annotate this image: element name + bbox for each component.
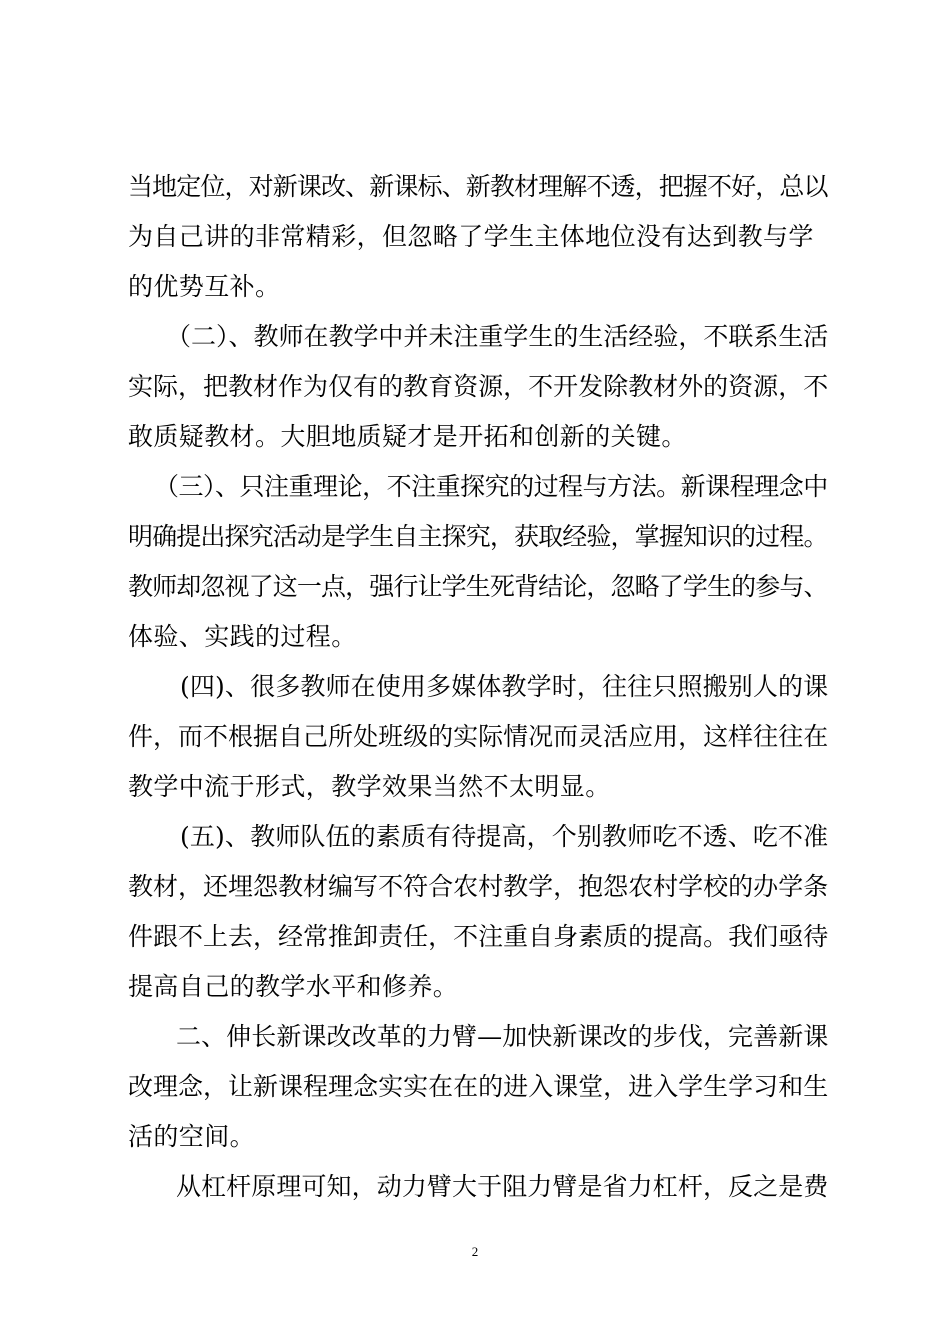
text-line: 的优势互补。 <box>128 272 281 301</box>
text-line: 实际，把教材作为仅有的教育资源，不开发除教材外的资源，不 <box>128 372 829 401</box>
text-line: 活的空间。 <box>128 1122 256 1151</box>
text-line: 为自己讲的非常精彩，但忽略了学生主体地位没有达到教与学 <box>128 222 814 251</box>
text-line: 体验、实践的过程。 <box>128 622 357 651</box>
text-line: 当地定位，对新课改、新课标、新教材理解不透，把握不好，总以 <box>128 172 828 201</box>
page-number: 2 <box>471 1244 479 1259</box>
text-line: 件，而不根据自己所处班级的实际情况而灵活应用，这样往往在 <box>128 722 829 751</box>
text-line: 敢质疑教材。大胆地质疑才是开拓和创新的关键。 <box>128 422 687 451</box>
text-line: 明确提出探究活动是学生自主探究，获取经验，掌握知识的过程。 <box>128 522 828 551</box>
text-line: (五)、教师队伍的素质有待提高，个别教师吃不透、吃不准 <box>180 822 829 851</box>
document-body <box>128 162 828 1212</box>
text-line: （二）、教师在教学中并未注重学生的生活经验，不联系生活 <box>166 322 829 351</box>
text-line: 教学中流于形式，教学效果当然不太明显。 <box>128 772 611 801</box>
text-line: (四)、很多教师在使用多媒体教学时，往往只照搬别人的课 <box>180 672 829 701</box>
text-line: 二、伸长新课改改革的力臂—加快新课改的步伐，完善新课 <box>176 1022 829 1051</box>
text-line: 教材，还埋怨教材编写不符合农村教学，抱怨农村学校的办学条 <box>128 872 829 901</box>
text-line: 教师却忽视了这一点，强行让学生死背结论，忽略了学生的参与、 <box>128 572 828 601</box>
text-line: 从杠杆原理可知，动力臂大于阻力臂是省力杠杆，反之是费 <box>176 1172 829 1201</box>
text-line: 提高自己的教学水平和修养。 <box>128 972 459 1001</box>
text-line: 件跟不上去，经常推卸责任，不注重自身素质的提高。我们亟待 <box>128 922 829 951</box>
text-line: 改理念，让新课程理念实实在在的进入课堂，进入学生学习和生 <box>128 1072 829 1101</box>
text-line: （三）、只注重理论，不注重探究的过程与方法。新课程理念中 <box>154 472 828 501</box>
